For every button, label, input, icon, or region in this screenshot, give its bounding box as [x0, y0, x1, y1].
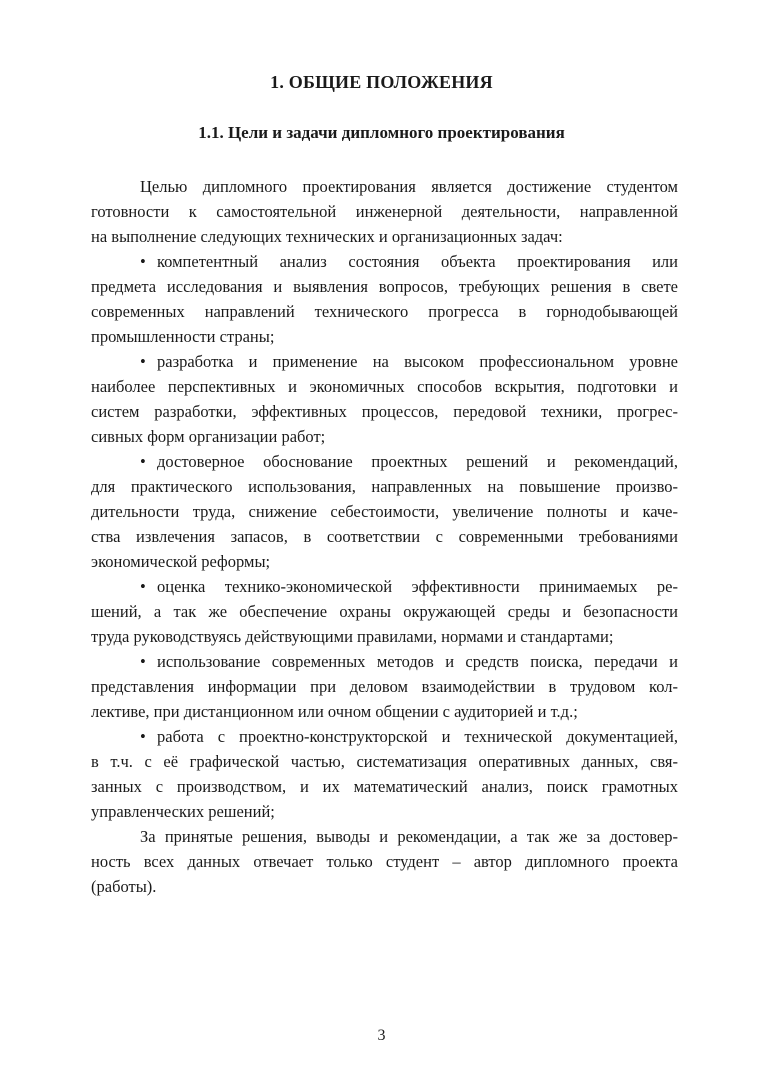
line-text: занных с производством, и их математический анализ, поиск грамотных — [91, 777, 678, 796]
bullet-item-line — [91, 799, 678, 824]
line-text: использование современных методов и средств поиска, передачи и — [157, 652, 678, 671]
bullet-marker-icon: • — [140, 352, 146, 371]
subsection-heading: 1.1. Цели и задачи дипломного проектирования — [198, 123, 565, 142]
bullet-item-line — [91, 549, 678, 574]
line-text: лективе, при дистанционном или очном общении с аудиторией и т.д.; — [91, 702, 578, 721]
bullet-item-line — [91, 574, 678, 599]
line-text: работа с проектно-конструкторской и технической документацией, — [157, 727, 678, 746]
paragraph-line — [91, 174, 678, 199]
bullet-marker-icon: • — [140, 652, 146, 671]
bullet-item-line — [91, 474, 678, 499]
bullet-item-line — [91, 699, 678, 724]
line-text: За принятые решения, выводы и рекомендации, а так же за достовер- — [140, 827, 678, 846]
bullet-item-line — [91, 674, 678, 699]
bullet-marker-icon: • — [140, 452, 146, 471]
line-text: промышленности страны; — [91, 327, 275, 346]
section-heading: 1. ОБЩИЕ ПОЛОЖЕНИЯ — [270, 72, 493, 92]
line-text: разработка и применение на высоком профессиональном уровне — [157, 352, 678, 371]
bullet-item-line — [91, 249, 678, 274]
line-text: дительности труда, снижение себестоимости, увеличение полноты и каче- — [91, 502, 678, 521]
line-text: Целью дипломного проектирования является достижение студентом — [140, 177, 678, 196]
line-text: достоверное обоснование проектных решений и рекомендаций, — [157, 452, 678, 471]
line-text: готовности к самостоятельной инженерной деятельности, направленной — [91, 202, 678, 221]
bullet-item-line — [91, 374, 678, 399]
bullet-item-line — [91, 524, 678, 549]
paragraph-line — [91, 199, 678, 224]
bullet-item-line — [91, 599, 678, 624]
bullet-item-line — [91, 274, 678, 299]
bullet-item-line — [91, 349, 678, 374]
bullet-item-line — [91, 649, 678, 674]
line-text: для практического использования, направленных на повышение произво- — [91, 477, 678, 496]
line-text: сивных форм организации работ; — [91, 427, 326, 446]
line-text: (работы). — [91, 877, 157, 896]
line-text: на выполнение следующих технических и организационных задач: — [91, 227, 563, 246]
line-text: систем разработки, эффективных процессов, передовой техники, прогрес- — [91, 402, 678, 421]
bullet-item-line — [91, 499, 678, 524]
bullet-item-line — [91, 449, 678, 474]
line-text: современных направлений технического прогресса в горнодобывающей — [91, 302, 678, 321]
line-text: ства извлечения запасов, в соответствии с современными требованиями — [91, 527, 678, 546]
paragraph-line — [91, 874, 678, 899]
bullet-marker-icon: • — [140, 252, 146, 271]
bullet-item-line — [91, 749, 678, 774]
paragraph-line — [91, 824, 678, 849]
paragraph-line — [91, 849, 678, 874]
line-text: управленческих решений; — [91, 802, 275, 821]
bullet-item-line — [91, 724, 678, 749]
line-text: предмета исследования и выявления вопросов, требующих решения в свете — [91, 277, 678, 296]
page-number: 3 — [377, 1027, 386, 1044]
line-text: ность всех данных отвечает только студент – автор дипломного проекта — [91, 852, 678, 871]
bullet-item-line — [91, 774, 678, 799]
line-text: оценка технико-экономической эффективности принимаемых ре- — [157, 577, 678, 596]
line-text: труда руководствуясь действующими правилами, нормами и стандартами; — [91, 627, 614, 646]
line-text: в т.ч. с её графической частью, систематизация оперативных данных, свя- — [91, 752, 678, 771]
line-text: представления информации при деловом взаимодействии в трудовом кол- — [91, 677, 678, 696]
paragraph-line — [91, 224, 678, 249]
body-text — [91, 174, 678, 899]
bullet-marker-icon: • — [140, 727, 146, 746]
bullet-item-line — [91, 399, 678, 424]
line-text: шений, а так же обеспечение охраны окружающей среды и безопасности — [91, 602, 678, 621]
line-text: экономической реформы; — [91, 552, 271, 571]
line-text: компетентный анализ состояния объекта проектирования или — [157, 252, 678, 271]
bullet-item-line — [91, 424, 678, 449]
bullet-item-line — [91, 324, 678, 349]
bullet-item-line — [91, 299, 678, 324]
bullet-marker-icon: • — [140, 577, 146, 596]
bullet-item-line — [91, 624, 678, 649]
line-text: наиболее перспективных и экономичных способов вскрытия, подготовки и — [91, 377, 678, 396]
